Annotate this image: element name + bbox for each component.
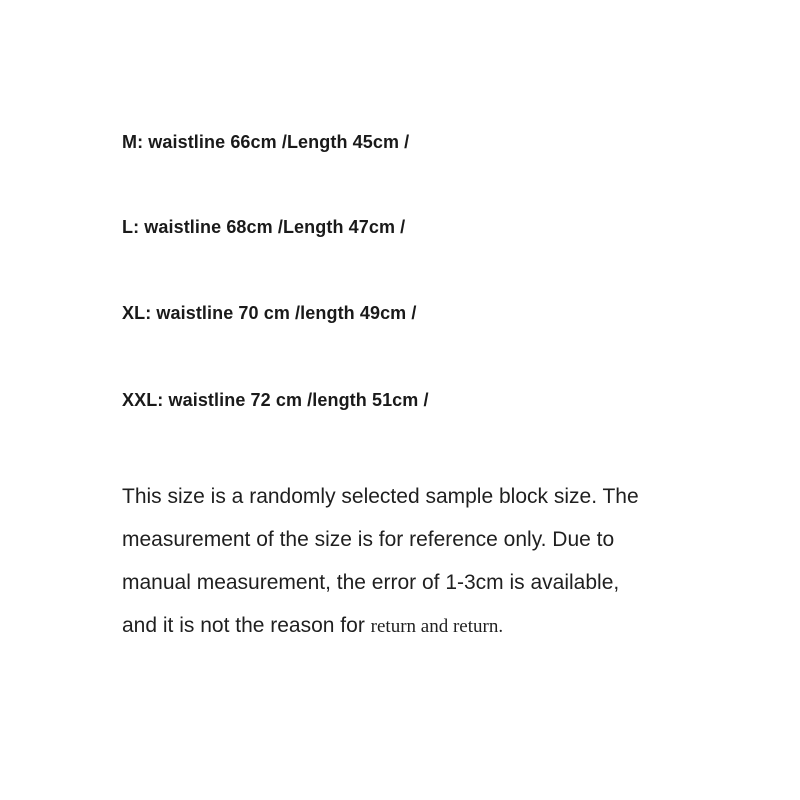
size-xxl-measurement: XXL: waistline 72 cm /length 51cm / (122, 390, 429, 410)
note-line-4-end: return and return. (370, 616, 504, 637)
note-line-4-start: and it is not the reason for (122, 614, 371, 637)
note-line-4 (122, 604, 722, 648)
note-line-1: This size is a randomly selected sample block size. The (122, 485, 639, 508)
note-line-2: measurement of the size is for reference only. Due to (122, 528, 615, 551)
size-xl-measurement: XL: waistline 70 cm /length 49cm / (122, 303, 417, 323)
size-l-measurement: L: waistline 68cm /Length 47cm / (122, 217, 406, 237)
note-line-3: manual measurement, the error of 1-3cm is available, (122, 571, 620, 594)
size-disclaimer-note (122, 475, 722, 648)
size-m-measurement: M: waistline 66cm /Length 45cm / (122, 132, 410, 152)
